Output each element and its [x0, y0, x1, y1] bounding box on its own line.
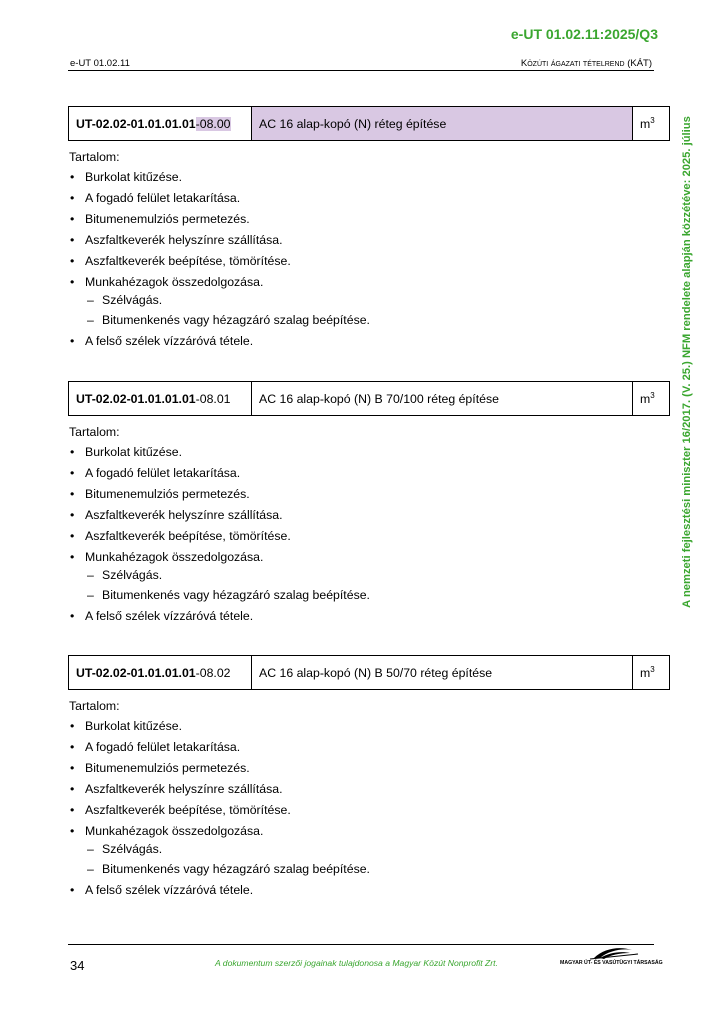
content-label: Tartalom: — [69, 425, 120, 439]
item-unit — [633, 656, 670, 690]
item-block — [68, 655, 668, 904]
item-unit — [633, 382, 670, 416]
list-item: • Burkolat kitűzése. — [68, 719, 668, 734]
company-logo — [560, 944, 663, 974]
item-unit — [633, 107, 670, 141]
list-item: • A fogadó felület letakarítása. — [68, 191, 668, 206]
item-code — [69, 382, 252, 416]
sub-list — [85, 568, 668, 603]
item-content — [68, 699, 668, 898]
list-item: • Aszfaltkeverék beépítése, tömörítése. — [68, 254, 668, 269]
list-item: • Bitumenemulziós permetezés. — [68, 487, 668, 502]
sub-list-item: – Szélvágás. — [85, 293, 668, 308]
copyright-note: A dokumentum szerzői jogainak tulajdonosa a Magyar Közút Nonprofit Zrt. — [215, 958, 498, 968]
list-item — [68, 275, 668, 328]
document-code: e-UT 01.02.11:2025/Q3 — [510, 26, 658, 42]
list-item: • A felső szélek vízzáróvá tétele. — [68, 883, 668, 898]
item-code-suffix: -08.00 — [195, 116, 231, 131]
item-code-suffix: -08.01 — [195, 391, 231, 406]
bullet-list — [68, 719, 668, 898]
list-item: • Aszfaltkeverék helyszínre szállítása. — [68, 508, 668, 523]
list-item: • Aszfaltkeverék beépítése, tömörítése. — [68, 803, 668, 818]
list-item: • A fogadó felület letakarítása. — [68, 740, 668, 755]
list-item: • A fogadó felület letakarítása. — [68, 466, 668, 481]
logo-swoosh-icon — [560, 944, 656, 960]
list-item: • Bitumenemulziós permetezés. — [68, 761, 668, 776]
side-note: A nemzeti fejlesztési miniszter 16/2017. (V. 25.) NFM rendelete alapján közzétéve: 2025. július — [681, 116, 693, 608]
list-item — [68, 824, 668, 877]
unit-exponent: 3 — [650, 664, 655, 674]
item-content — [68, 150, 668, 349]
item-code-suffix: -08.02 — [195, 665, 231, 680]
list-item: • Burkolat kitűzése. — [68, 170, 668, 185]
unit-exponent: 3 — [650, 115, 655, 125]
item-block — [68, 381, 668, 630]
unit-base: m — [640, 666, 651, 681]
item-title: AC 16 alap-kopó (N) B 50/70 réteg építése — [252, 656, 633, 690]
bullet-list — [68, 170, 668, 349]
list-item: • Aszfaltkeverék helyszínre szállítása. — [68, 233, 668, 248]
item-code-prefix: UT-02.02-01.01.01.01 — [76, 116, 196, 131]
header-left: e-UT 01.02.11 — [70, 58, 130, 69]
item-content — [68, 425, 668, 624]
content-label: Tartalom: — [69, 699, 120, 713]
list-item: • Aszfaltkeverék helyszínre szállítása. — [68, 782, 668, 797]
list-item-text: Munkahézagok összedolgozása. — [85, 550, 264, 564]
header-right: Közúti ágazati tételrend (KÁT) — [520, 58, 652, 69]
item-code — [69, 656, 252, 690]
content-label: Tartalom: — [69, 150, 120, 164]
sub-list-item: – Szélvágás. — [85, 568, 668, 583]
list-item-text: Munkahézagok összedolgozása. — [85, 275, 264, 289]
item-table — [68, 381, 670, 416]
list-item: • A felső szélek vízzáróvá tétele. — [68, 609, 668, 624]
list-item — [68, 550, 668, 603]
item-code — [69, 107, 252, 141]
list-item: • Aszfaltkeverék beépítése, tömörítése. — [68, 529, 668, 544]
sub-list — [85, 293, 668, 328]
header-rule — [68, 70, 654, 71]
item-code-prefix: UT-02.02-01.01.01.01 — [76, 391, 196, 406]
list-item: • Burkolat kitűzése. — [68, 445, 668, 460]
list-item: • A felső szélek vízzáróvá tétele. — [68, 334, 668, 349]
logo-text: MAGYAR ÚT- ÉS VASÚTÜGYI TÁRSASÁG — [560, 960, 663, 966]
unit-base: m — [640, 392, 651, 407]
item-code-prefix: UT-02.02-01.01.01.01 — [76, 665, 196, 680]
item-table — [68, 106, 670, 141]
item-table — [68, 655, 670, 690]
page-number: 34 — [70, 958, 85, 973]
unit-exponent: 3 — [650, 390, 655, 400]
list-item-text: Munkahézagok összedolgozása. — [85, 824, 264, 838]
list-item: • Bitumenemulziós permetezés. — [68, 212, 668, 227]
sub-list — [85, 842, 668, 877]
item-title: AC 16 alap-kopó (N) B 70/100 réteg építése — [252, 382, 633, 416]
bullet-list — [68, 445, 668, 624]
sub-list-item: – Bitumenkenés vagy hézagzáró szalag beépítése. — [85, 313, 668, 328]
sub-list-item: – Szélvágás. — [85, 842, 668, 857]
item-title: AC 16 alap-kopó (N) réteg építése — [252, 107, 633, 141]
sub-list-item: – Bitumenkenés vagy hézagzáró szalag beépítése. — [85, 588, 668, 603]
sub-list-item: – Bitumenkenés vagy hézagzáró szalag beépítése. — [85, 862, 668, 877]
item-block — [68, 106, 668, 355]
unit-base: m — [640, 117, 651, 132]
